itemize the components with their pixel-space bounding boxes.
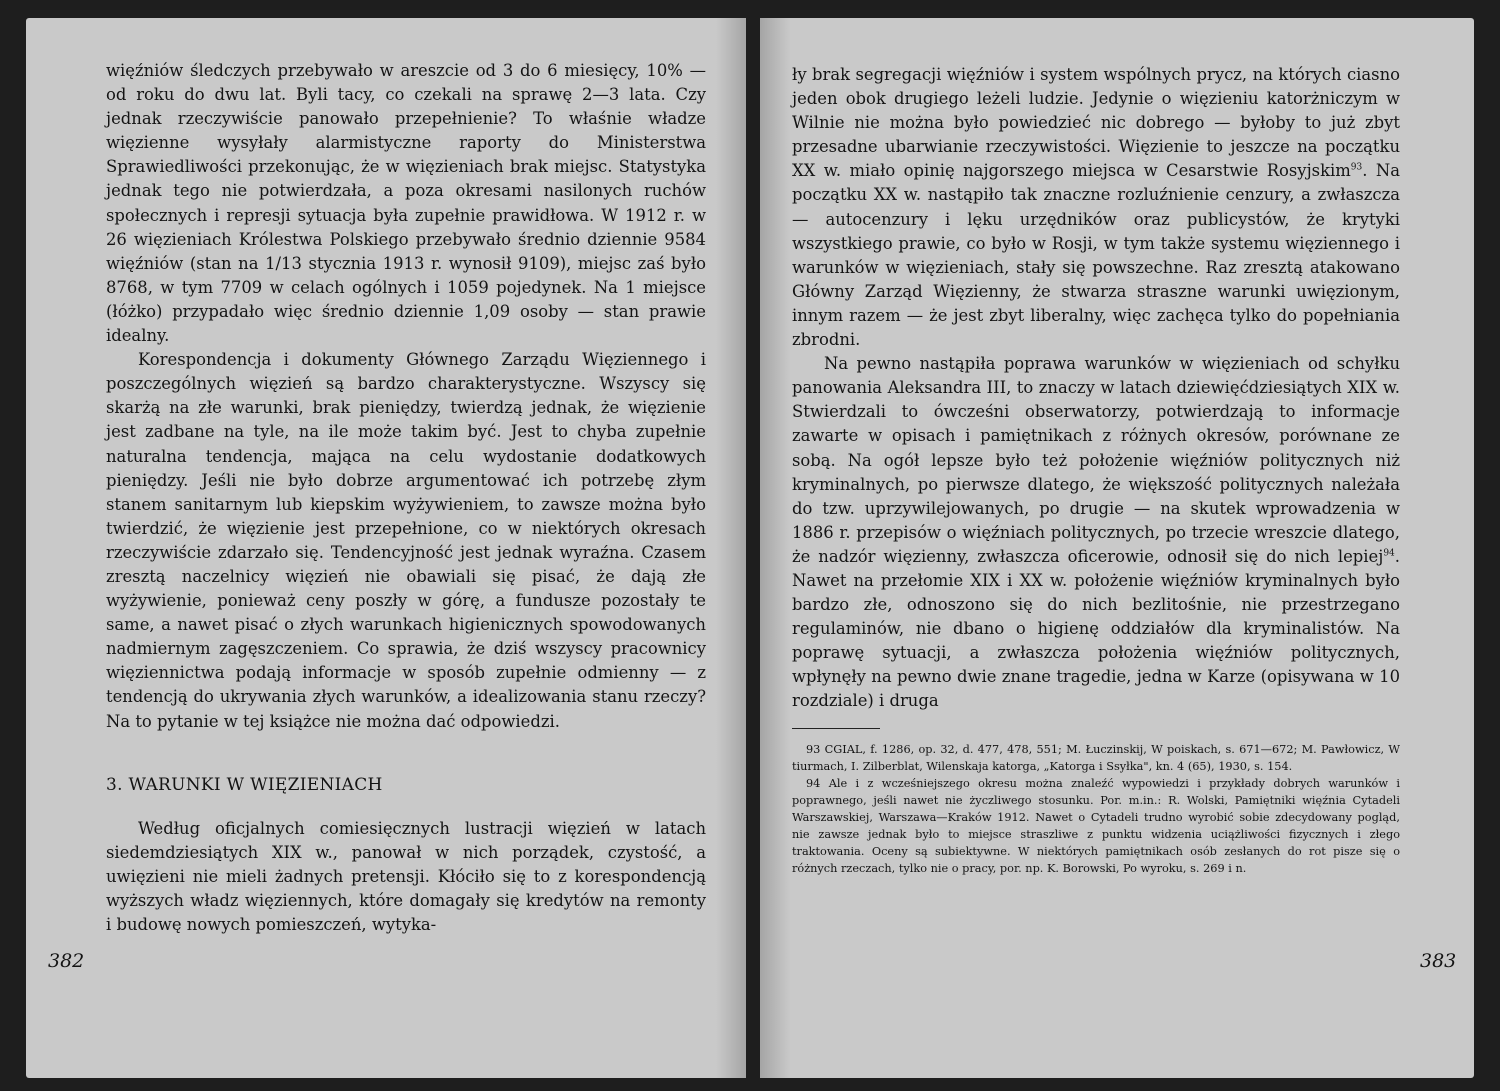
- right-paragraph-2-part-b: . Nawet na przełomie XIX i XX w. położenie więźniów kryminalnych było bardzo złe, odnoszono się do nich bezlitośnie, nie przestrzegano regulaminów, nie dbano o higienę oddziałów dla kryminalistów. Na poprawę sytuacji, a zwłaszcza położenia więźniów politycznych, wpłynęły na pewno dwie znane tragedie, jedna w Karze (opisywana w 10 rozdziale) i druga: [792, 546, 1400, 711]
- left-page-number: 382: [48, 950, 85, 972]
- footnote-divider: [792, 728, 880, 729]
- right-paragraph-1: [792, 63, 1400, 352]
- right-page: [760, 18, 1474, 1078]
- footnote-ref-93: 93: [1350, 162, 1363, 173]
- footnote-93: 93 CGIAL, f. 1286, op. 32, d. 477, 478, 551; M. Łuczinskij, W poiskach, s. 671—672; M. Pawłowicz, W tiurmach, I. Zilberblat, Wilenskaja katorga, „Katorga i Ssyłka", kn. 4 (65), 1930, s. 154.: [792, 742, 1400, 773]
- footnote-ref-94: 94: [1383, 548, 1395, 559]
- left-paragraph-3: Według oficjalnych comiesięcznych lustracji więzień w latach siedemdziesiątych XIX w., panował w nich porządek, czystość, a uwięzieni nie mieli żadnych pretensji. Kłóciło się to z korespondencją wyższych władz więziennych, które domagały się kredytów na remonty i budowę nowych pomieszczeń, wytyka-: [106, 818, 706, 935]
- footnotes: [792, 741, 1400, 877]
- left-text-column: [106, 59, 706, 937]
- right-paragraph-1-part-b: . Na początku XX w. nastąpiło tak znaczne rozluźnienie cenzury, a zwłaszcza — autocenzury i lęku urzędników oraz publicystów, że krytyki wszystkiego prawie, co było w Rosji, w tym także systemu więziennego i warunków w więzieniach, stały się powszechne. Raz zresztą atakowano Główny Zarząd Więzienny, że stwarza straszne warunki uwięzionym, innym razem — że jest zbyt liberalny, więc zachęca tylko do popełniania zbrodni.: [792, 161, 1400, 350]
- footnote-94: 94 Ale i z wcześniejszego okresu można znaleźć wypowiedzi i przykłady dobrych warunków i poprawnego, jeśli nawet nie życzliwego stosunku. Por. m.in.: R. Wolski, Pamiętniki więźnia Cytadeli Warszawskiej, Warszawa—Kraków 1912. Nawet o Cytadeli trudno wyrobić sobie zdecydowany pogląd, nie zawsze jednak było to miejsce straszliwe z punktu widzenia uciążliwości fizycznych i złego traktowania. Oceny są subiektywne. W niektórych pamiętnikach osób zesłanych do rot pisze się o różnych rzeczach, tylko nie o pracy, por. np. K. Borowski, Po wyroku, s. 269 i n.: [792, 776, 1400, 875]
- section-heading: 3. WARUNKI W WIĘZIENIACH: [106, 774, 383, 795]
- left-page: [26, 18, 746, 1078]
- right-page-number: 383: [1420, 950, 1457, 972]
- right-paragraph-2-part-a: Na pewno nastąpiła poprawa warunków w więzieniach od schyłku panowania Aleksandra III, to znaczy w latach dziewięćdziesiątych XIX w. Stwierdzali to ówcześni obserwatorzy, potwierdzają to informacje zawarte w opisach i pamiętnikach z różnych okresów, porównane ze sobą. Na ogół lepsze było też położenie więźniów politycznych niż kryminalnych, po pierwsze dlatego, że większość politycznych należała do tzw. uprzywilejowanych, po drugie — na skutek wprowadzenia w 1886 r. przepisów o więźniach politycznych, po trzecie wreszcie dlatego, że nadzór więzienny, zwłaszcza oficerowie, odnosił się do nich lepiej: [792, 354, 1400, 566]
- right-text-column: [792, 63, 1400, 877]
- right-paragraph-1-part-a: ły brak segregacji więźniów i system wspólnych prycz, na których ciasno jeden obok drugiego leżeli ludzie. Jedynie o więzieniu katorżniczym w Wilnie nie można było powiedzieć nic dobrego — byłoby to już zbyt przesadne ubarwianie rzeczywistości. Więzienie to jeszcze na początku XX w. miało opinię najgorszego miejsca w Cesarstwie Rosyjskim: [792, 65, 1400, 181]
- right-paragraph-2: [792, 352, 1400, 713]
- left-paragraph-1: więźniów śledczych przebywało w areszcie od 3 do 6 miesięcy, 10% — od roku do dwu lat. Byli tacy, co czekali na sprawę 2—3 lata. Czy jednak rzeczywiście panowało przepełnienie? To właśnie władze więzienne wysyłały alarmistyczne raporty do Ministerstwa Sprawiedliwości przekonując, że w więzieniach brak miejsc. Statystyka jednak tego nie potwierdzała, a poza okresami nasilonych ruchów społecznych i represji sytuacja była zupełnie prawidłowa. W 1912 r. w 26 więzieniach Królestwa Polskiego przebywało średnio dziennie 9584 więźniów (stan na 1/13 stycznia 1913 r. wynosił 9109), miejsc zaś było 8768, w tym 7709 w celach ogólnych i 1059 pojedynek. Na 1 miejsce (łóżko) przypadało więc średnio dziennie 1,09 osoby — stan prawie idealny.: [106, 61, 706, 346]
- left-paragraph-2: Korespondencja i dokumenty Głównego Zarządu Więziennego i poszczególnych więzień są bardzo charakterystyczne. Wszyscy się skarżą na złe warunki, brak pieniędzy, twierdzą jednak, że więzienie jest zadbane na tyle, na ile może takim być. Jest to chyba zupełnie naturalna tendencja, mająca na celu wydostanie dodatkowych pieniędzy. Jeśli nie było dobrze argumentować ich potrzebę złym stanem sanitarnym lub kiepskim wyżywieniem, to zawsze można było twierdzić, że więzienie jest przepełnione, co w niektórych okresach rzeczywiście zdarzało się. Tendencyjność jest jednak wyraźna. Czasem zresztą naczelnicy więzień nie obawiali się pisać, że dają złe wyżywienie, ponieważ ceny poszły w górę, a fundusze pozostały te same, a nawet pisać o złych warunkach higienicznych spowodowanych nadmiernym zagęszczeniem. Co sprawia, że dziś wszyscy pracownicy więziennictwa podają informacje w sposób zupełnie odmienny — z tendencją do ukrywania złych warunków, a idealizowania stanu rzeczy? Na to pytanie w tej książce nie można dać odpowiedzi.: [106, 350, 706, 731]
